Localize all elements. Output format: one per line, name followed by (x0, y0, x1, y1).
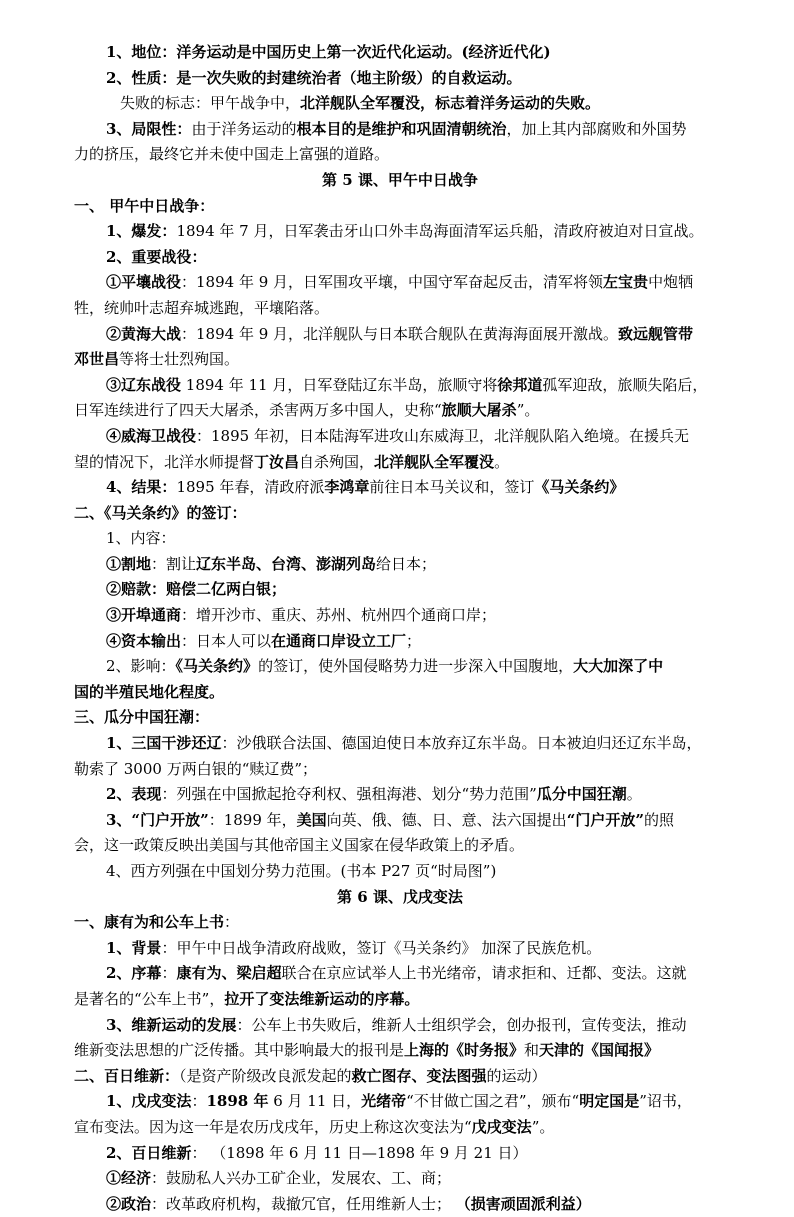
bold-text: 1、爆发： (106, 222, 177, 241)
text-span: ：1895 年初，日本陆海军进攻山东威海卫，北洋舰队陷入绝境。在援兵无 (196, 426, 689, 445)
text-line (74, 322, 726, 348)
text-line (74, 654, 726, 680)
text-line (74, 808, 726, 834)
text-line (74, 961, 726, 987)
text-span: 中炮牺 (648, 273, 694, 292)
bold-text: ①平壤战役 (106, 273, 182, 292)
bold-text: 3、局限性： (106, 119, 192, 138)
bold-text: ①割地 (106, 554, 152, 573)
text-span: 孤军迎敌，旅顺失陷后， (542, 375, 708, 394)
text-line (74, 296, 726, 322)
text-span: ； (406, 631, 422, 650)
text-line (74, 987, 726, 1013)
bold-text: ②政治 (106, 1194, 152, 1213)
text-line (74, 347, 726, 373)
text-span: 自杀殉国， (299, 452, 375, 471)
text-span: ，加上其内部腐败和外国势 (506, 119, 687, 138)
text-span: ：割让 (151, 554, 197, 573)
text-line (74, 910, 726, 936)
bold-text: 1、地位：洋务运动是中国历史上第一次近代化运动。(经济近代化) (106, 43, 551, 61)
bold-text: 2、表现 (106, 785, 162, 804)
bold-text: 戊戌变法 (471, 1117, 532, 1136)
text-span: 失败的标志：甲午战争中， (120, 94, 301, 113)
text-span: 的照 (643, 810, 674, 829)
text-span: “不甘做亡国之君”，颁布“ (406, 1092, 580, 1111)
text-span: ：公车上书失败后，维新人士组织学会，创办报刊，宣传变法，推动 (236, 1015, 687, 1034)
bold-text: 一、康有为和公车上书 (74, 913, 225, 932)
text-span: ：改革政府机构，裁撤冗官，任用维新人士； (151, 1194, 456, 1213)
bold-text: 一、 甲午中日战争： (74, 196, 215, 215)
text-span: 的运动） (486, 1066, 547, 1085)
text-span: ：甲午中日战争清政府战败，签订《马关条约》 加深了民族危机。 (161, 938, 602, 957)
text-line (74, 66, 726, 92)
bold-text: 第 5 课、甲午中日战争 (322, 170, 478, 189)
bold-text: ④威海卫战役 (106, 426, 197, 445)
text-span: ：列强在中国掀起抢夺利权、强租海港、划分“势力范围” (161, 785, 537, 804)
text-span: 联合在京应试举人上书光绪帝，请求拒和、迁都、变法。这就 (281, 964, 687, 983)
text-line (74, 450, 726, 476)
bold-text: 《马关条约》 (534, 478, 625, 497)
text-line (74, 501, 726, 527)
text-line (74, 731, 726, 757)
text-span: 向英、俄、德、日、意、法六国提出 (326, 810, 567, 829)
text-span: ”诏书， (639, 1092, 692, 1111)
text-line (74, 1141, 726, 1167)
text-line (74, 194, 726, 220)
text-span: 是著名的“公车上书”， (74, 989, 225, 1008)
text-span: 维新变法思想的广泛传播。其中影响最大的报刊是 (74, 1041, 405, 1060)
bold-text: （损害顽固派利益） (455, 1194, 591, 1213)
text-span: 1、内容： (106, 529, 176, 548)
text-span: 望的情况下，北洋水师提督 (74, 452, 255, 471)
bold-text: 2、重要战役： (106, 247, 207, 266)
text-span: 1895 年春，清政府派 (176, 478, 325, 497)
bold-text: 4、结果： (106, 478, 177, 497)
bold-text: 瓜分中国狂潮 (536, 785, 627, 804)
text-span: 由于洋务运动的 (191, 119, 297, 138)
text-line (74, 526, 726, 552)
bold-text: 明定国是 (579, 1092, 640, 1111)
bold-text: 3、维新运动的发展 (106, 1015, 237, 1034)
text-span: 会，这一政策反映出美国与其他帝国主义国家在侵华政策上的矛盾。 (74, 836, 525, 855)
text-line (74, 1038, 726, 1064)
bold-text: 致远舰管带 (618, 324, 694, 343)
bold-text: 美国 (296, 810, 327, 829)
text-span: 2、影响： (106, 657, 176, 676)
text-line (74, 1115, 726, 1141)
bold-text: 辽东半岛、台湾、澎湖列岛 (196, 554, 377, 573)
bold-text: 李鸿章 (324, 478, 370, 497)
text-span: ：沙俄联合法国、德国迫使日本放弃辽东半岛。日本被迫归还辽东半岛， (221, 734, 702, 753)
text-line (74, 680, 726, 706)
text-line (74, 833, 726, 859)
bold-text: 康有为、梁启超 (176, 964, 282, 983)
text-span: 前往日本马关议和，签订 (369, 478, 535, 497)
bold-text: 2、百日维新 (106, 1143, 192, 1162)
bold-text: ③辽东战役 (106, 375, 182, 394)
bold-text: 1898 年 (206, 1092, 269, 1111)
text-span: 日军连续进行了四天大屠杀，杀害两万多中国人，史称“ (74, 401, 442, 420)
bold-text: ①经济 (106, 1169, 152, 1188)
bold-text: ②赔款：赔偿二亿两白银； (106, 580, 287, 599)
bold-text: 大大加深了中 (573, 657, 664, 676)
text-span: 给日本； (376, 554, 437, 573)
bold-text: 《马关条约》 (175, 657, 259, 676)
bold-text: 北洋舰队全军覆没 (374, 452, 495, 471)
bold-text: 根本目的是维护和巩固清朝统治 (296, 119, 507, 138)
text-line (74, 552, 726, 578)
bold-text: 拉开了变法维新运动的序幕。 (224, 989, 420, 1008)
text-line (74, 219, 726, 245)
bold-text: 国的半殖民地化程度。 (74, 682, 225, 701)
text-line (74, 1089, 726, 1115)
text-span: ：1899 年， (208, 810, 297, 829)
text-span: ：日本人可以 (181, 631, 272, 650)
bold-text: 丁汝昌 (254, 452, 300, 471)
text-span: ”。 (531, 1117, 555, 1136)
text-line (74, 475, 726, 501)
text-line (74, 270, 726, 296)
bold-text: 天津的《国闻报》 (539, 1041, 660, 1060)
bold-text: 1、戊戌变法 (106, 1092, 192, 1111)
text-line (74, 142, 726, 168)
text-line (74, 373, 726, 399)
text-span: ：1894 年 9 月，日军围攻平壤，中国守军奋起反击，清军将领 (181, 273, 604, 292)
text-line (74, 757, 726, 783)
text-span: 1894 年 7 月，日军袭击牙山口外丰岛海面清军运兵船，清政府被迫对日宣战。 (176, 222, 704, 241)
text-span: ：增开沙市、重庆、苏州、杭州四个通商口岸； (181, 606, 497, 625)
bold-text: 2、序幕 (106, 964, 162, 983)
text-line (74, 859, 726, 885)
text-line (74, 398, 726, 424)
text-line (74, 117, 726, 143)
bold-text: ②黄海大战 (106, 324, 182, 343)
bold-text: 光绪帝 (361, 1092, 407, 1111)
document-page (74, 40, 726, 1217)
text-line (74, 936, 726, 962)
bold-text: 二、百日维新： (74, 1066, 180, 1085)
text-line (74, 168, 726, 194)
bold-text: 三、瓜分中国狂潮： (74, 708, 210, 727)
bold-text: 旅顺大屠杀 (441, 401, 517, 420)
bold-text: 1、背景 (106, 938, 162, 957)
text-span: 牲，统帅叶志超弃城逃跑，平壤陷落。 (74, 298, 330, 317)
bold-text: 徐邦道 (497, 375, 543, 394)
text-span: 6 月 11 日， (268, 1092, 362, 1111)
text-span: 等将士壮烈殉国。 (119, 350, 240, 369)
text-line (74, 782, 726, 808)
text-span: ：1894 年 9 月，北洋舰队与日本联合舰队在黄海海面展开激战。 (181, 324, 619, 343)
text-line (74, 424, 726, 450)
bold-text: 2、性质：是一次失败的封建统治者（地主阶级）的自救运动。 (106, 68, 522, 87)
text-span: ： (191, 1092, 207, 1111)
text-line (74, 603, 726, 629)
text-span: ”。 (516, 401, 540, 420)
text-span: ： （1898 年 6 月 11 日—1898 年 9 月 21 日） (191, 1143, 528, 1162)
text-span: 和 (524, 1041, 540, 1060)
text-line (74, 885, 726, 911)
bold-text: ③开埠通商 (106, 606, 182, 625)
bold-text: 上海的《时务报》 (404, 1041, 525, 1060)
text-span: 勒索了 3000 万两白银的“赎辽费”； (74, 759, 318, 778)
text-line (74, 1192, 726, 1217)
text-line (74, 91, 726, 117)
bold-text: 第 6 课、戊戌变法 (337, 887, 463, 906)
text-line (74, 577, 726, 603)
text-line (74, 705, 726, 731)
bold-text: ④资本输出 (106, 631, 182, 650)
bold-text: 3、“门户开放” (106, 810, 209, 829)
text-line (74, 629, 726, 655)
text-line (74, 245, 726, 271)
text-line (74, 40, 726, 66)
bold-text: 在通商口岸设立工厂 (271, 631, 407, 650)
text-span: 1894 年 11 月，日军登陆辽东半岛，旅顺守将 (181, 375, 498, 394)
text-span: 4、西方列强在中国划分势力范围。(书本 P27 页“时局图”) (106, 862, 497, 880)
bold-text: “门户开放” (566, 810, 644, 829)
bold-text: 救亡图存、变法图强 (351, 1066, 487, 1085)
text-span: 力的挤压，最终它并未使中国走上富强的道路。 (74, 145, 390, 164)
text-span: （是资产阶级改良派发起的 (179, 1066, 352, 1085)
text-line (74, 1166, 726, 1192)
text-span: 宣布变法。因为这一年是农历戊戌年，历史上称这次变法为“ (74, 1117, 472, 1136)
bold-text: 北洋舰队全军覆没，标志着洋务运动的失败。 (300, 94, 601, 113)
text-span: 。 (626, 785, 642, 804)
bold-text: 邓世昌 (74, 350, 120, 369)
bold-text: 二、《马关条约》的签订： (74, 503, 247, 522)
bold-text: 1、三国干涉还辽 (106, 734, 222, 753)
text-span: 的签订，使外国侵略势力进一步深入中国腹地， (258, 657, 574, 676)
bold-text: 左宝贵 (603, 273, 649, 292)
text-span: ： (224, 913, 240, 932)
text-line (74, 1013, 726, 1039)
text-span: 。 (494, 452, 510, 471)
text-span: ：鼓励私人兴办工矿企业，发展农、工、商； (151, 1169, 452, 1188)
text-span: ： (161, 964, 177, 983)
text-line (74, 1064, 726, 1090)
